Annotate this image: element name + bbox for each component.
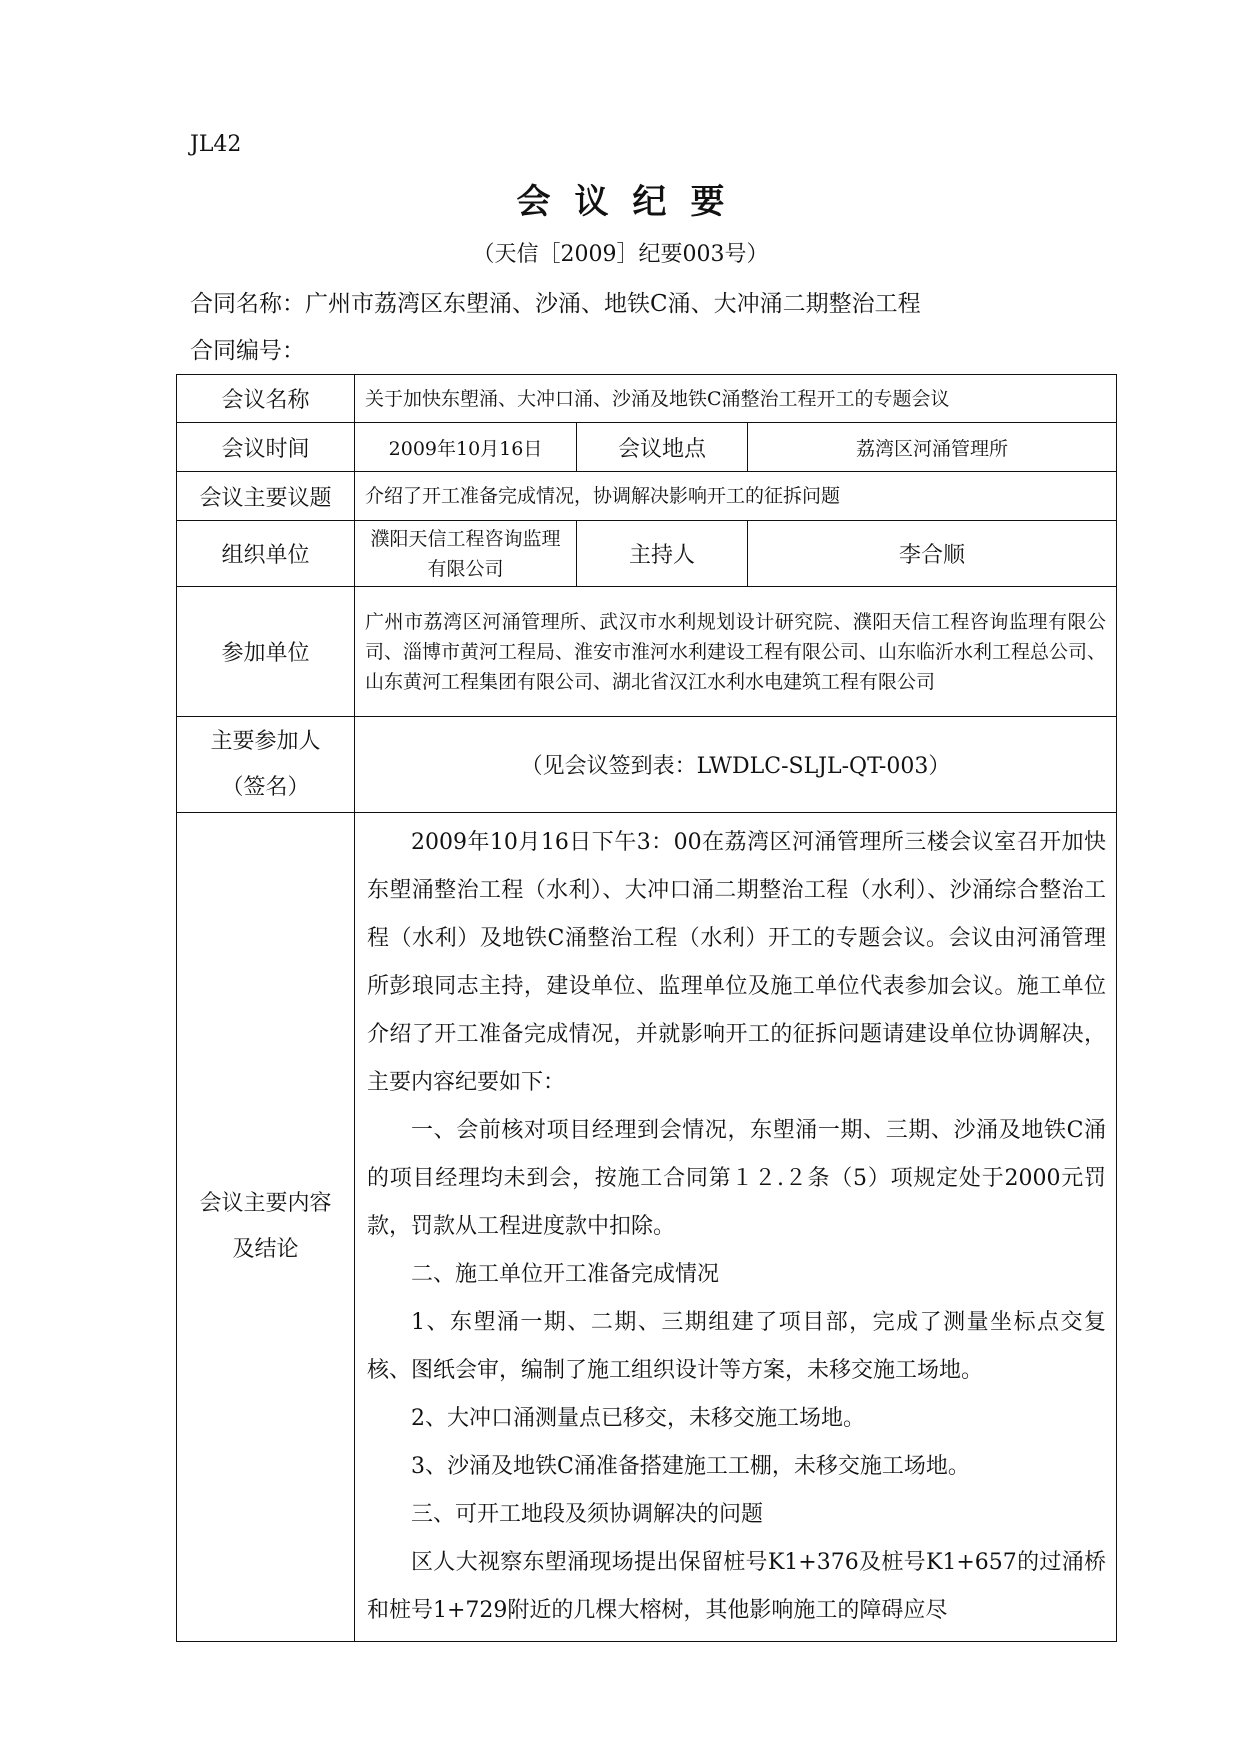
main-people-label-line1: 主要参加人 — [210, 728, 321, 754]
participants-label: 参加单位 — [177, 587, 355, 717]
content-label-line1: 会议主要内容 — [199, 1191, 332, 1216]
organizer-label: 组织单位 — [177, 521, 355, 587]
content-label-line2: 及结论 — [232, 1237, 299, 1262]
document-title: 会议纪要 — [516, 182, 749, 222]
meeting-place-value: 荔湾区河涌管理所 — [748, 423, 1117, 472]
row-content — [177, 813, 1117, 1642]
row-meeting-topic — [177, 472, 1117, 521]
content-paragraph: 一、会前核对项目经理到会情况，东塱涌一期、三期、沙涌及地铁C涌的项目经理均未到会，按施工合同第１２.２条（5）项规定处于2000元罚款，罚款从工程进度款中扣除。 — [367, 1118, 1107, 1239]
row-main-people — [177, 717, 1117, 813]
contract-number: 合同编号： — [190, 338, 305, 364]
content-paragraph: 1、东塱涌一期、二期、三期组建了项目部，完成了测量坐标点交复核、图纸会审，编制了施工组织设计等方案，未移交施工场地。 — [367, 1310, 1107, 1383]
minutes-table — [176, 374, 1117, 1642]
main-people-value: （见会议签到表：LWDLC-SLJL-QT-003） — [355, 717, 1117, 813]
content-paragraph: 区人大视察东塱涌现场提出保留桩号K1+376及桩号K1+657的过涌桥和桩号1+729附近的几棵大榕树，其他影响施工的障碍应尽 — [367, 1550, 1107, 1623]
document-number: （天信［2009］纪要003号） — [472, 242, 769, 267]
meeting-place-label: 会议地点 — [577, 423, 748, 472]
meeting-name-value: 关于加快东塱涌、大冲口涌、沙涌及地铁C涌整治工程开工的专题会议 — [355, 375, 1117, 423]
content-paragraph: 二、施工单位开工准备完成情况 — [411, 1262, 720, 1287]
host-value: 李合顺 — [748, 521, 1117, 587]
row-meeting-time — [177, 423, 1117, 472]
organizer-value: 濮阳天信工程咨询监理有限公司 — [355, 521, 577, 587]
content-paragraph: 2、大冲口涌测量点已移交，未移交施工场地。 — [411, 1406, 865, 1431]
content-body — [355, 813, 1117, 1642]
row-organizer — [177, 521, 1117, 587]
participants-value: 广州市荔湾区河涌管理所、武汉市水利规划设计研究院、濮阳天信工程咨询监理有限公司、淄博市黄河工程局、淮安市淮河水利建设工程有限公司、山东临沂水利工程总公司、山东黄河工程集团有限公司、湖北省汉江水利水电建筑工程有限公司 — [355, 587, 1117, 717]
document-code: JL42 — [190, 132, 242, 157]
row-participants — [177, 587, 1117, 717]
content-label — [177, 813, 355, 1642]
row-meeting-name — [177, 375, 1117, 423]
contract-name: 合同名称：广州市荔湾区东塱涌、沙涌、地铁C涌、大冲涌二期整治工程 — [190, 291, 921, 317]
content-paragraph: 2009年10月16日下午3：00在荔湾区河涌管理所三楼会议室召开加快东塱涌整治工程（水利）、大冲口涌二期整治工程（水利）、沙涌综合整治工程（水利）及地铁C涌整治工程（水利）开工的专题会议。会议由河涌管理所彭琅同志主持，建设单位、监理单位及施工单位代表参加会议。施工单位介绍了开工准备完成情况，并就影响开工的征拆问题请建设单位协调解决，主要内容纪要如下： — [367, 830, 1107, 1095]
content-paragraph: 3、沙涌及地铁C涌准备搭建施工工棚，未移交施工场地。 — [411, 1454, 970, 1479]
meeting-name-label: 会议名称 — [177, 375, 355, 423]
meeting-topic-label: 会议主要议题 — [177, 472, 355, 521]
meeting-time-value: 2009年10月16日 — [355, 423, 577, 472]
main-people-label-line2: （签名） — [221, 774, 310, 800]
main-people-label — [177, 717, 355, 813]
meeting-topic-value: 介绍了开工准备完成情况，协调解决影响开工的征拆问题 — [355, 472, 1117, 521]
host-label: 主持人 — [577, 521, 748, 587]
content-paragraph: 三、可开工地段及须协调解决的问题 — [411, 1502, 764, 1527]
meeting-time-label: 会议时间 — [177, 423, 355, 472]
